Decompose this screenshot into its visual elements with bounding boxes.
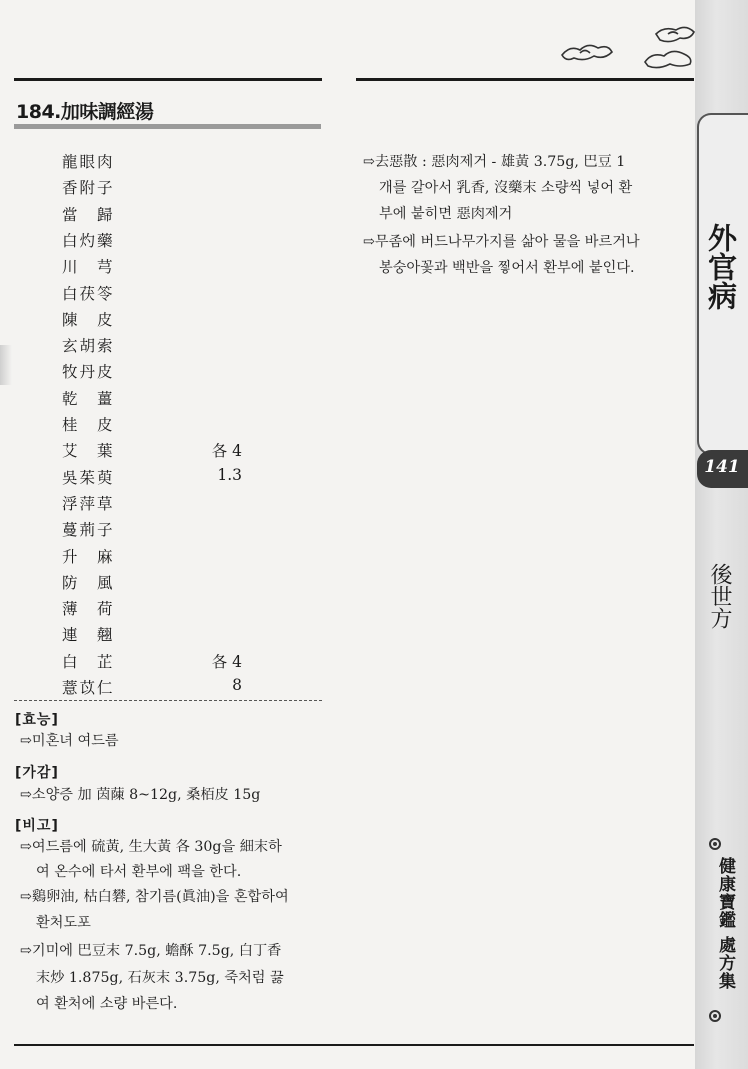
bottom-rule xyxy=(14,1044,694,1046)
herb-name: 防 風 xyxy=(62,573,115,592)
section-title-bar xyxy=(14,95,321,129)
herb-name: 白茯笭 xyxy=(62,284,115,303)
herb-row xyxy=(62,597,252,623)
herb-row xyxy=(62,229,252,255)
right-column-line: ⇨무좀에 버드나무가지를 삶아 물을 바르거나 xyxy=(363,234,640,250)
notes-line: 여 환처에 소량 바른다. xyxy=(36,996,178,1012)
herb-row xyxy=(62,466,252,492)
herb-name: 連 翹 xyxy=(62,626,115,645)
herb-dose: 各 4 xyxy=(211,442,242,461)
herb-row xyxy=(62,334,252,360)
herb-name: 吳茱萸 xyxy=(62,468,115,487)
notes-line: ⇨여드름에 硫黃, 生大黃 各 30g을 細末하 xyxy=(20,839,282,855)
herb-name: 薏苡仁 xyxy=(62,679,115,697)
right-column-line: 봉숭아꽃과 백반을 찧어서 환부에 붙인다. xyxy=(379,260,635,276)
addition-heading: [가감] xyxy=(15,765,59,781)
page-number: 141 xyxy=(704,457,740,477)
herb-row xyxy=(62,282,252,308)
efficacy-heading: [효능] xyxy=(15,712,59,728)
addition-line: ⇨소양증 加 茵蔯 8~12g, 桑栢皮 15g xyxy=(20,787,261,803)
sub-chapter-title: 後世方 xyxy=(707,563,732,629)
herb-name: 陳 皮 xyxy=(62,310,115,329)
herb-row xyxy=(62,203,252,229)
herb-name: 白灼藥 xyxy=(62,231,115,250)
notes-line: ⇨鷄卵油, 枯白礬, 참기름(眞油)을 혼합하여 xyxy=(20,889,289,905)
notes-line: 여 온수에 타서 환부에 팩을 한다. xyxy=(36,864,242,880)
herb-row xyxy=(62,308,252,334)
herb-name: 白 芷 xyxy=(62,652,115,671)
cloud-ornament-icon xyxy=(560,20,695,70)
herb-dose: 各 4 xyxy=(211,652,242,671)
herb-name: 香附子 xyxy=(62,179,115,198)
herb-name: 浮萍草 xyxy=(62,494,115,513)
herb-name: 牧丹皮 xyxy=(62,363,115,382)
herb-row xyxy=(62,571,252,597)
right-column-line: 부에 붙히면 惡肉제거 xyxy=(379,206,513,222)
herb-row xyxy=(62,545,252,571)
right-column-line: 개를 갈아서 乳香, 沒藥末 소량씩 넣어 환 xyxy=(379,180,633,196)
ornament-circle-icon xyxy=(709,1010,721,1022)
ornament-circle-icon xyxy=(709,838,721,850)
herb-dose: 8 xyxy=(232,676,242,694)
herb-name: 升 麻 xyxy=(62,547,115,566)
page-bleed-shadow xyxy=(0,345,12,385)
efficacy-line: ⇨미혼녀 여드름 xyxy=(20,733,119,749)
book-title: 健康寶鑑 處方集 xyxy=(715,857,735,990)
top-rule-right xyxy=(356,78,694,81)
herb-row xyxy=(62,439,252,465)
chapter-title: 外官病 xyxy=(704,223,738,310)
top-rule-left xyxy=(14,78,322,81)
herb-name: 玄胡索 xyxy=(62,337,115,356)
notes-line: ⇨기미에 巴豆末 7.5g, 蟾酥 7.5g, 白丁香 xyxy=(20,943,282,959)
herb-row xyxy=(62,623,252,649)
notes-heading: [비고] xyxy=(15,818,59,834)
herb-row xyxy=(62,650,252,676)
herb-name: 薄 荷 xyxy=(62,600,115,619)
herb-name: 乾 薑 xyxy=(62,389,115,408)
herb-row xyxy=(62,150,252,176)
herb-row xyxy=(62,387,252,413)
herb-row xyxy=(62,413,252,439)
herb-name: 當 歸 xyxy=(62,205,115,224)
notes-line: 末炒 1.875g, 石灰末 3.75g, 죽처럼 끓 xyxy=(36,970,284,986)
herb-row xyxy=(62,518,252,544)
right-column-line: ⇨去惡散 : 惡肉제거 - 雄黃 3.75g, 巴豆 1 xyxy=(363,154,626,170)
herb-name: 桂 皮 xyxy=(62,416,115,434)
herb-name: 艾 葉 xyxy=(62,442,115,461)
herb-row xyxy=(62,255,252,281)
dashed-divider xyxy=(14,700,322,701)
herb-row xyxy=(62,176,252,202)
herb-name: 龍眼肉 xyxy=(62,153,115,171)
prescription-title: 184.加味調經湯 xyxy=(16,101,154,123)
herb-name: 蔓荊子 xyxy=(62,521,115,540)
herb-row xyxy=(62,676,252,702)
notes-line: 환처도포 xyxy=(36,915,91,931)
herb-row xyxy=(62,360,252,386)
herb-dose: 1.3 xyxy=(217,465,242,484)
herb-name: 川 芎 xyxy=(62,258,115,277)
herb-row xyxy=(62,492,252,518)
